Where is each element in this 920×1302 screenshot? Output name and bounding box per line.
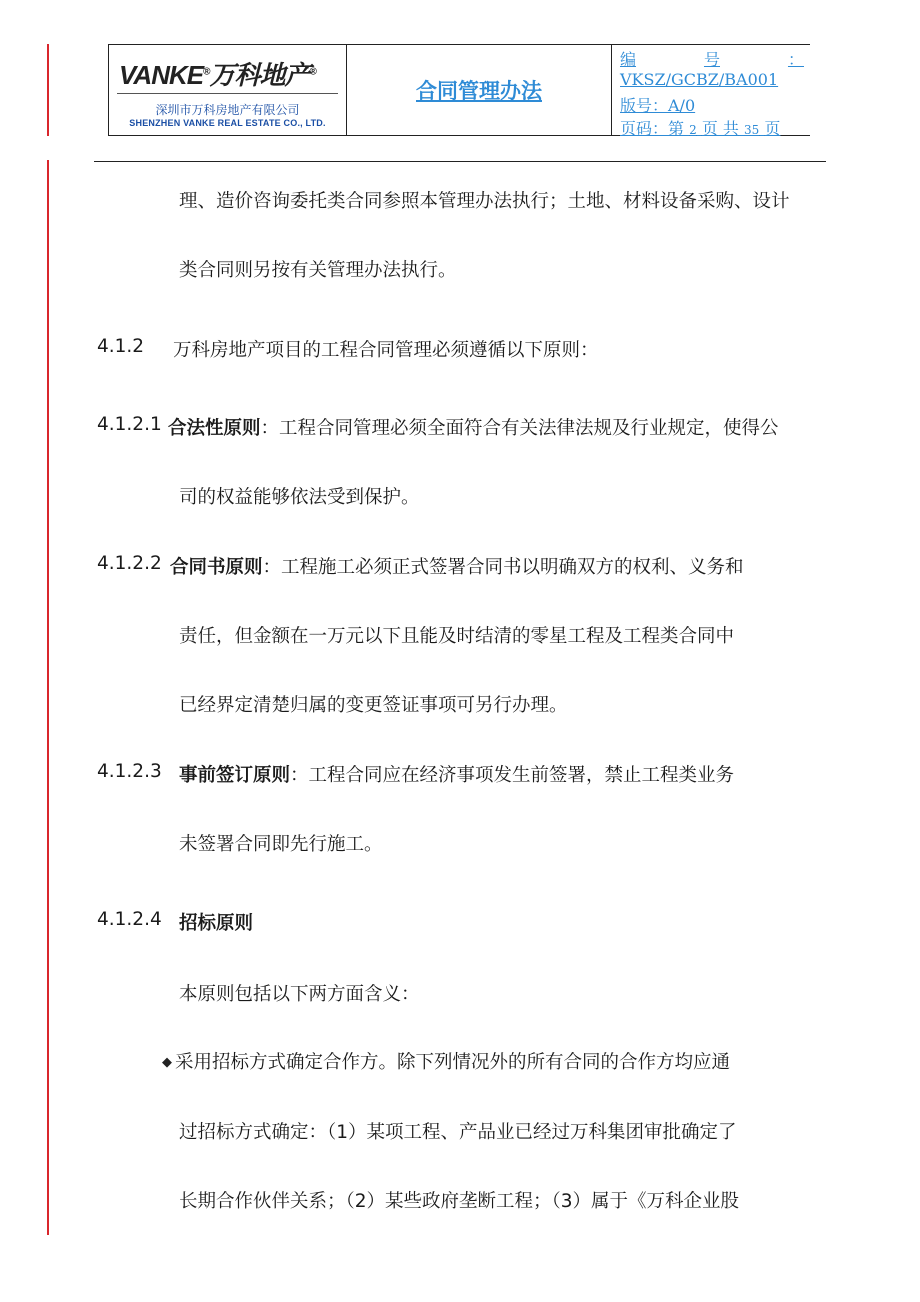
section-number: 4.1.2.1 <box>97 414 162 435</box>
paragraph-line: 过招标方式确定：（1）某项工程、产品业已经过万科集团审批确定了 <box>179 1122 737 1143</box>
paragraph-line: 已经界定清楚归属的变更签证事项可另行办理。 <box>179 695 568 716</box>
section-title: 合同书原则 <box>170 557 263 578</box>
section-title: 招标原则 <box>179 913 254 934</box>
paragraph-line: 责任，但金额在一万元以下且能及时结清的零星工程及工程类合同中 <box>179 626 735 647</box>
page-number <box>620 116 810 139</box>
margin-mark-top <box>47 44 49 136</box>
section-text: ：工程合同管理必须全面符合有关法律法规及行业规定，使得公 <box>260 418 779 439</box>
company-logo-cell <box>109 45 347 135</box>
section-number: 4.1.2 <box>97 336 145 357</box>
company-name-cn: 深圳市万科房地产有限公司 <box>155 103 300 117</box>
diamond-bullet-icon: ◆ <box>162 1055 172 1070</box>
section-title: 事前签订原则 <box>179 765 291 786</box>
page-label: 页码：第 <box>620 119 685 138</box>
bullet-item <box>162 1048 730 1074</box>
paragraph-line: 理、造价咨询委托类合同参照本管理办法执行；土地、材料设备采购、设计 <box>179 191 790 212</box>
page-end: 页 <box>764 119 781 138</box>
section-line <box>179 761 734 787</box>
paragraph-line: 类合同则另按有关管理办法执行。 <box>179 260 457 281</box>
version-number: 版号：A/0 <box>620 96 696 115</box>
paragraph-line: 未签署合同即先行施工。 <box>179 834 383 855</box>
paragraph-line: 司的权益能够依法受到保护。 <box>179 487 420 508</box>
section-text: ：工程施工必须正式签署合同书以明确双方的权利、义务和 <box>262 557 744 578</box>
page-mid: 页 共 <box>701 119 739 138</box>
code-label-1: 编 <box>620 50 637 69</box>
info-cell <box>612 45 810 138</box>
document-title: 合同管理办法 <box>416 79 542 103</box>
company-name-en: SHENZHEN VANKE REAL ESTATE CO., LTD. <box>129 118 326 128</box>
paragraph-line: 本原则包括以下两方面含义： <box>179 984 420 1005</box>
title-cell <box>347 45 612 135</box>
page-current: 2 <box>689 123 697 137</box>
bullet-text: 采用招标方式确定合作方。除下列情况外的所有合同的合作方均应通 <box>175 1052 731 1073</box>
section-number: 4.1.2.2 <box>97 553 162 574</box>
header-rule <box>94 161 826 162</box>
paragraph-line: 长期合作伙伴关系；（2）某些政府垄断工程；（3）属于《万科企业股 <box>179 1191 740 1212</box>
code-label-row <box>620 47 810 70</box>
registered-mark-icon: ® <box>309 66 316 78</box>
logo-cn-brand: 万科地产 <box>209 60 310 90</box>
code-colon: ： <box>787 50 804 69</box>
section-title: 合法性原则 <box>168 418 261 439</box>
page-total: 35 <box>744 123 760 137</box>
logo-text: VANKE <box>119 60 204 90</box>
section-text: 万科房地产项目的工程合同管理必须遵循以下原则： <box>173 340 599 361</box>
section-number: 4.1.2.4 <box>97 909 162 930</box>
section-line <box>170 553 744 579</box>
section-number: 4.1.2.3 <box>97 761 162 782</box>
document-code: VKSZ/GCBZ/BA001 <box>620 70 779 89</box>
logo-divider <box>117 93 338 94</box>
vanke-logo <box>119 55 316 92</box>
document-header <box>108 44 810 136</box>
registered-mark-icon: ® <box>203 66 210 78</box>
code-label-2: 号 <box>703 50 720 69</box>
margin-mark-body <box>47 160 49 1235</box>
section-line <box>168 414 779 440</box>
section-text: ：工程合同应在经济事项发生前签署，禁止工程类业务 <box>290 765 735 786</box>
